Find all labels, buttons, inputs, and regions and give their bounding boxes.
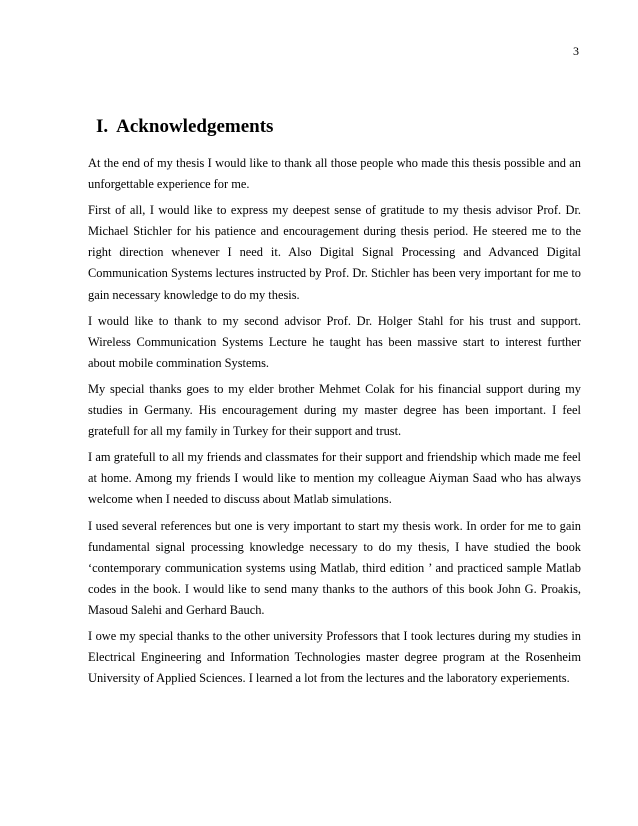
paragraph-references: I used several references but one is very important to start my thesis work. In order for me to gain fundamental signal processing knowledge necessary to do my thesis, I have studied the book ‘contemporary communication systems using Matlab, third edition ’ and practiced sample Matlab codes in the book. I would like to send many thanks to the authors of this book John G. Proakis, Masoud Salehi and Gerhard Bauch. (88, 518, 581, 617)
paragraph-friends: I am gratefull to all my friends and classmates for their support and friendship which made me feel at home. Among my friends I would like to mention my colleague Aiyman Saad who has always welcome when I needed to discuss about Matlab simulations. (88, 450, 581, 507)
paragraph-first-advisor: First of all, I would like to express my deepest sense of gratitude to my thesis advisor Prof. Dr. Michael Stichler for his patience and encouragement during thesis period. He steered me to the right direction whenever I need it. Also Digital Signal Processing and Advanced Digital Communication Systems lectures instructed by Prof. Dr. Stichler has been very important for me to gain necessary knowledge to do my thesis. (88, 203, 581, 302)
paragraph-second-advisor: I would like to thank to my second advisor Prof. Dr. Holger Stahl for his trust and support. Wireless Communication Systems Lecture he taught has been massive start to interest further about mobile commination Systems. (88, 313, 581, 370)
section-number: I. (96, 116, 109, 137)
paragraph-intro: At the end of my thesis I would like to thank all those people who made this thesis possible and an unforgettable experience for me. (88, 156, 581, 192)
paragraph-professors: I owe my special thanks to the other university Professors that I took lectures during my studies in Electrical Engineering and Information Technologies master degree program at the Rosenheim University of Applied Sciences. I learned a lot from the lectures and the laboratory experiements. (88, 628, 581, 686)
section-title: Acknowledgements (116, 116, 274, 137)
page-number: 3 (573, 44, 579, 58)
paragraph-family: My special thanks goes to my elder brother Mehmet Colak for his financial support during my studies in Germany. His encouragement during my master degree has been important. I feel gratefull for all my family in Turkey for their support and trust. (88, 381, 581, 439)
acknowledgements-body (88, 153, 581, 694)
section-heading (96, 116, 273, 138)
